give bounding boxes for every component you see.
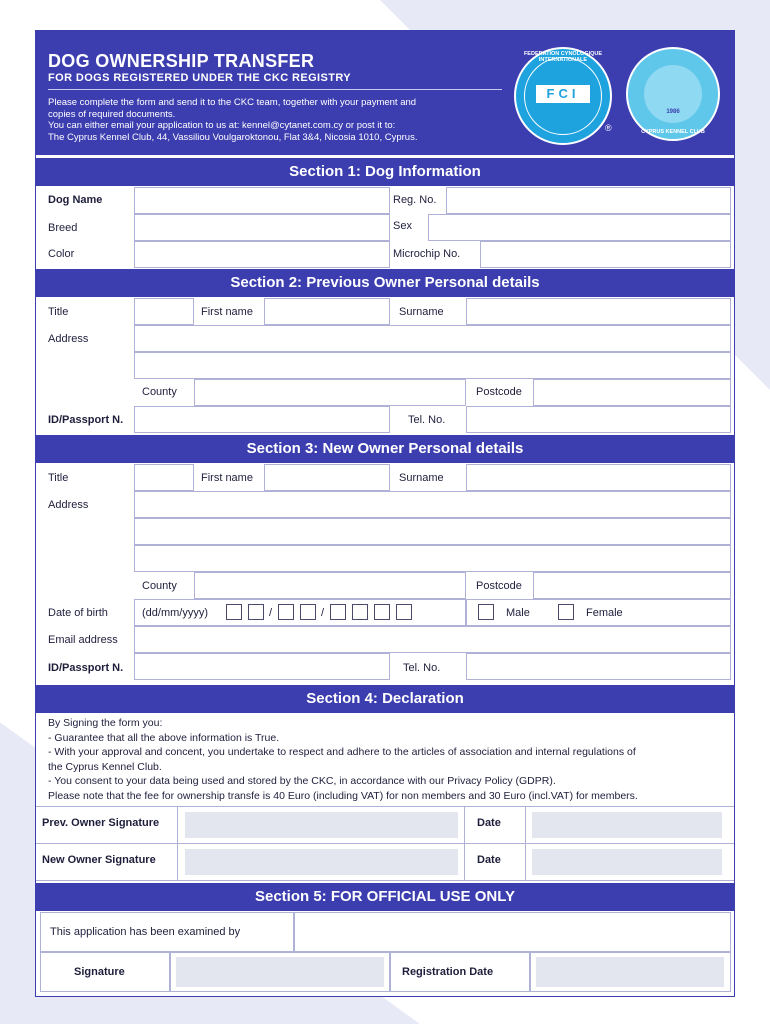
- sex-label: Sex: [393, 220, 412, 232]
- new-county-field[interactable]: [194, 572, 466, 599]
- dog-name-label: Dog Name: [48, 194, 103, 206]
- dob-day-digit[interactable]: [248, 604, 264, 620]
- official-signature-field[interactable]: [176, 957, 384, 987]
- declaration-line: - With your approval and concent, you undertake to respect and adhere to the articles of association and internal regulations of: [48, 746, 636, 758]
- breed-label: Breed: [48, 222, 78, 234]
- date-separator: /: [321, 607, 325, 619]
- dob-month-digit[interactable]: [278, 604, 294, 620]
- male-label: Male: [506, 607, 530, 619]
- prev-signature-date-field[interactable]: [532, 812, 722, 838]
- declaration-text: [48, 716, 728, 803]
- examined-by-label: This application has been examined by: [50, 926, 241, 938]
- dob-label: Date of birth: [48, 607, 108, 619]
- address-label: Address: [48, 499, 89, 511]
- new-postcode-field[interactable]: [533, 572, 731, 599]
- dob-year-digit[interactable]: [396, 604, 412, 620]
- dob-day-digit[interactable]: [226, 604, 242, 620]
- section-2-heading: Section 2: Previous Owner Personal details: [36, 269, 734, 297]
- new-address-line-2[interactable]: [134, 518, 731, 545]
- section-4-heading: Section 4: Declaration: [36, 685, 734, 713]
- new-signature-field[interactable]: [185, 849, 458, 875]
- prev-county-field[interactable]: [194, 379, 466, 406]
- tel-label: Tel. No.: [403, 662, 441, 674]
- prev-address-line-1[interactable]: [134, 325, 731, 352]
- date-separator: /: [269, 607, 273, 619]
- id-passport-label: ID/Passport N.: [48, 662, 124, 674]
- postcode-label: Postcode: [476, 580, 522, 592]
- microchip-label: Microchip No.: [393, 248, 461, 260]
- title-label: Title: [48, 306, 69, 318]
- ckc-ring-text: CYPRUS KENNEL CLUB: [641, 129, 705, 135]
- female-checkbox[interactable]: [558, 604, 574, 620]
- divider: [36, 880, 734, 881]
- female-label: Female: [586, 607, 623, 619]
- first-name-label: First name: [201, 306, 253, 318]
- prev-surname-field[interactable]: [466, 298, 731, 325]
- instruction-line: The Cyprus Kennel Club, 44, Vassiliou Voulgaroktonou, Flat 3&4, Nicosia 1010, Cyprus.: [48, 131, 418, 143]
- dob-year-digit[interactable]: [352, 604, 368, 620]
- declaration-line: - Guarantee that all the above information is True.: [48, 731, 280, 744]
- date-label: Date: [477, 854, 501, 866]
- first-name-label: First name: [201, 472, 253, 484]
- section-3-heading: Section 3: New Owner Personal details: [36, 435, 734, 463]
- prev-signature-field[interactable]: [185, 812, 458, 838]
- date-label: Date: [477, 817, 501, 829]
- new-first-name-field[interactable]: [264, 464, 390, 491]
- declaration-line: By Signing the form you:: [48, 717, 163, 729]
- id-passport-label: ID/Passport N.: [48, 414, 124, 426]
- instructions: [48, 97, 518, 143]
- instruction-line: Please complete the form and send it to the CKC team, together with your payment and: [48, 97, 417, 108]
- prev-id-passport-field[interactable]: [134, 406, 390, 433]
- section-5-heading: Section 5: FOR OFFICIAL USE ONLY: [36, 883, 734, 911]
- new-address-line-3[interactable]: [134, 545, 731, 572]
- address-label: Address: [48, 333, 89, 345]
- new-address-line-1[interactable]: [134, 491, 731, 518]
- color-field[interactable]: [134, 241, 390, 268]
- registration-date-label: Registration Date: [402, 966, 494, 978]
- divider: [36, 806, 734, 807]
- declaration-line: the Cyprus Kennel Club.: [48, 760, 162, 773]
- ckc-logo: [626, 47, 720, 141]
- prev-address-line-2[interactable]: [134, 352, 731, 379]
- male-checkbox[interactable]: [478, 604, 494, 620]
- surname-label: Surname: [399, 472, 444, 484]
- county-label: County: [142, 386, 177, 398]
- instruction-line: copies of required documents.: [48, 108, 176, 120]
- form-subtitle: FOR DOGS REGISTERED UNDER THE CKC REGISTRY: [48, 72, 352, 84]
- new-tel-field[interactable]: [466, 653, 731, 680]
- postcode-label: Postcode: [476, 386, 522, 398]
- instruction-line: You can either email your application to us at: kennel@cytanet.com.cy or post it to:: [48, 120, 396, 131]
- prev-postcode-field[interactable]: [533, 379, 731, 406]
- color-label: Color: [48, 248, 75, 260]
- tel-label: Tel. No.: [408, 414, 446, 426]
- fci-ring-text: FEDERATION CYNOLOGIQUE INTERNATIONALE: [523, 51, 603, 63]
- section-1-heading: Section 1: Dog Information: [36, 158, 734, 186]
- email-label: Email address: [48, 634, 118, 646]
- dob-year-digit[interactable]: [330, 604, 346, 620]
- new-signature-label: New Owner Signature: [42, 854, 156, 866]
- prev-tel-field[interactable]: [466, 406, 731, 433]
- transfer-form: [35, 30, 735, 997]
- dob-format-hint: (dd/mm/yyyy): [142, 607, 208, 619]
- ckc-year: 1986: [666, 109, 680, 115]
- declaration-line: Please note that the fee for ownership transfe is 40 Euro (including VAT) for non members and 30 Euro (incl.VAT) for members.: [48, 789, 638, 802]
- registered-mark: ®: [605, 123, 612, 133]
- new-id-passport-field[interactable]: [134, 653, 390, 680]
- signature-label: Signature: [74, 966, 125, 978]
- form-header: [36, 31, 734, 155]
- prev-title-field[interactable]: [134, 298, 194, 325]
- reg-no-field[interactable]: [446, 187, 731, 214]
- new-signature-date-field[interactable]: [532, 849, 722, 875]
- sex-field[interactable]: [428, 214, 731, 241]
- form-title: DOG OWNERSHIP TRANSFER: [48, 51, 315, 71]
- declaration-line: - You consent to your data being used and stored by the CKC, in accordance with our Privacy Policy (GDPR).: [48, 775, 556, 787]
- divider: [36, 843, 734, 844]
- new-title-field[interactable]: [134, 464, 194, 491]
- breed-field[interactable]: [134, 214, 390, 241]
- examined-by-field[interactable]: [294, 912, 731, 952]
- email-field[interactable]: [134, 626, 731, 653]
- dog-name-field[interactable]: [134, 187, 390, 214]
- dob-year-digit[interactable]: [374, 604, 390, 620]
- prev-first-name-field[interactable]: [264, 298, 390, 325]
- county-label: County: [142, 580, 177, 592]
- dob-month-digit[interactable]: [300, 604, 316, 620]
- prev-signature-label: Prev. Owner Signature: [42, 817, 160, 829]
- divider: [48, 89, 502, 90]
- fci-logo: [514, 47, 612, 145]
- new-surname-field[interactable]: [466, 464, 731, 491]
- title-label: Title: [48, 472, 69, 484]
- registration-date-field[interactable]: [536, 957, 724, 987]
- microchip-field[interactable]: [480, 241, 731, 268]
- fci-band: FCI: [536, 85, 590, 103]
- reg-no-label: Reg. No.: [393, 194, 437, 206]
- surname-label: Surname: [399, 306, 444, 318]
